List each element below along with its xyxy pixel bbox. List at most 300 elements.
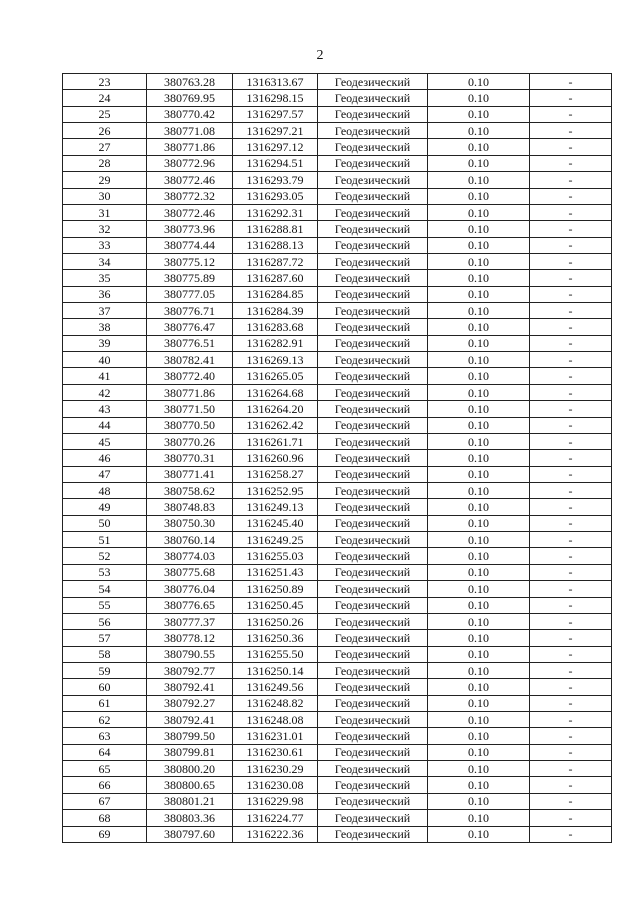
point-number-cell: 39 — [63, 335, 147, 351]
x-coordinate-cell: 380776.71 — [147, 303, 233, 319]
x-coordinate-cell: 380770.42 — [147, 106, 233, 122]
x-coordinate-cell: 380800.65 — [147, 777, 233, 793]
point-number-cell: 48 — [63, 482, 147, 498]
accuracy-cell: 0.10 — [428, 401, 530, 417]
accuracy-cell: 0.10 — [428, 352, 530, 368]
point-number-cell: 54 — [63, 581, 147, 597]
x-coordinate-cell: 380770.26 — [147, 433, 233, 449]
point-number-cell: 24 — [63, 90, 147, 106]
method-cell: Геодезический — [318, 564, 428, 580]
point-number-cell: 52 — [63, 548, 147, 564]
point-number-cell: 28 — [63, 155, 147, 171]
method-cell: Геодезический — [318, 810, 428, 826]
description-cell: - — [530, 384, 612, 400]
description-cell: - — [530, 613, 612, 629]
accuracy-cell: 0.10 — [428, 123, 530, 139]
accuracy-cell: 0.10 — [428, 270, 530, 286]
table-row — [63, 401, 612, 417]
accuracy-cell: 0.10 — [428, 286, 530, 302]
table-row — [63, 433, 612, 449]
x-coordinate-cell: 380772.96 — [147, 155, 233, 171]
y-coordinate-cell: 1316294.51 — [233, 155, 318, 171]
method-cell: Геодезический — [318, 155, 428, 171]
point-number-cell: 46 — [63, 450, 147, 466]
description-cell: - — [530, 744, 612, 760]
method-cell: Геодезический — [318, 662, 428, 678]
y-coordinate-cell: 1316288.81 — [233, 221, 318, 237]
point-number-cell: 33 — [63, 237, 147, 253]
description-cell: - — [530, 139, 612, 155]
y-coordinate-cell: 1316262.42 — [233, 417, 318, 433]
accuracy-cell: 0.10 — [428, 384, 530, 400]
accuracy-cell: 0.10 — [428, 303, 530, 319]
x-coordinate-cell: 380777.37 — [147, 613, 233, 629]
method-cell: Геодезический — [318, 548, 428, 564]
point-number-cell: 69 — [63, 826, 147, 842]
method-cell: Геодезический — [318, 90, 428, 106]
y-coordinate-cell: 1316224.77 — [233, 810, 318, 826]
x-coordinate-cell: 380776.65 — [147, 597, 233, 613]
description-cell: - — [530, 630, 612, 646]
accuracy-cell: 0.10 — [428, 499, 530, 515]
table-row — [63, 597, 612, 613]
y-coordinate-cell: 1316269.13 — [233, 352, 318, 368]
table-row — [63, 548, 612, 564]
y-coordinate-cell: 1316260.96 — [233, 450, 318, 466]
description-cell: - — [530, 662, 612, 678]
description-cell: - — [530, 712, 612, 728]
accuracy-cell: 0.10 — [428, 744, 530, 760]
x-coordinate-cell: 380792.41 — [147, 679, 233, 695]
x-coordinate-cell: 380772.46 — [147, 172, 233, 188]
method-cell: Геодезический — [318, 417, 428, 433]
x-coordinate-cell: 380750.30 — [147, 515, 233, 531]
x-coordinate-cell: 380792.41 — [147, 712, 233, 728]
y-coordinate-cell: 1316298.15 — [233, 90, 318, 106]
description-cell: - — [530, 564, 612, 580]
method-cell: Геодезический — [318, 303, 428, 319]
table-row — [63, 368, 612, 384]
point-number-cell: 58 — [63, 646, 147, 662]
table-row — [63, 286, 612, 302]
x-coordinate-cell: 380771.86 — [147, 384, 233, 400]
table-row — [63, 761, 612, 777]
point-number-cell: 56 — [63, 613, 147, 629]
x-coordinate-cell: 380769.95 — [147, 90, 233, 106]
accuracy-cell: 0.10 — [428, 90, 530, 106]
method-cell: Геодезический — [318, 123, 428, 139]
table-row — [63, 564, 612, 580]
y-coordinate-cell: 1316222.36 — [233, 826, 318, 842]
accuracy-cell: 0.10 — [428, 155, 530, 171]
method-cell: Геодезический — [318, 106, 428, 122]
accuracy-cell: 0.10 — [428, 139, 530, 155]
table-row — [63, 106, 612, 122]
description-cell: - — [530, 450, 612, 466]
point-number-cell: 25 — [63, 106, 147, 122]
method-cell: Геодезический — [318, 482, 428, 498]
point-number-cell: 31 — [63, 204, 147, 220]
y-coordinate-cell: 1316293.05 — [233, 188, 318, 204]
description-cell: - — [530, 172, 612, 188]
table-row — [63, 728, 612, 744]
x-coordinate-cell: 380775.12 — [147, 253, 233, 269]
point-number-cell: 32 — [63, 221, 147, 237]
method-cell: Геодезический — [318, 352, 428, 368]
point-number-cell: 43 — [63, 401, 147, 417]
table-row — [63, 712, 612, 728]
description-cell: - — [530, 106, 612, 122]
y-coordinate-cell: 1316248.82 — [233, 695, 318, 711]
description-cell: - — [530, 433, 612, 449]
accuracy-cell: 0.10 — [428, 581, 530, 597]
table-row — [63, 499, 612, 515]
x-coordinate-cell: 380775.68 — [147, 564, 233, 580]
y-coordinate-cell: 1316230.61 — [233, 744, 318, 760]
description-cell: - — [530, 123, 612, 139]
method-cell: Геодезический — [318, 466, 428, 482]
y-coordinate-cell: 1316288.13 — [233, 237, 318, 253]
accuracy-cell: 0.10 — [428, 548, 530, 564]
x-coordinate-cell: 380770.31 — [147, 450, 233, 466]
table-row — [63, 826, 612, 842]
table-row — [63, 450, 612, 466]
y-coordinate-cell: 1316255.03 — [233, 548, 318, 564]
accuracy-cell: 0.10 — [428, 253, 530, 269]
description-cell: - — [530, 679, 612, 695]
y-coordinate-cell: 1316250.14 — [233, 662, 318, 678]
table-row — [63, 630, 612, 646]
method-cell: Геодезический — [318, 646, 428, 662]
x-coordinate-cell: 380792.27 — [147, 695, 233, 711]
y-coordinate-cell: 1316258.27 — [233, 466, 318, 482]
point-number-cell: 47 — [63, 466, 147, 482]
y-coordinate-cell: 1316250.45 — [233, 597, 318, 613]
description-cell: - — [530, 728, 612, 744]
point-number-cell: 29 — [63, 172, 147, 188]
description-cell: - — [530, 417, 612, 433]
y-coordinate-cell: 1316251.43 — [233, 564, 318, 580]
table-row — [63, 417, 612, 433]
method-cell: Геодезический — [318, 433, 428, 449]
y-coordinate-cell: 1316250.26 — [233, 613, 318, 629]
method-cell: Геодезический — [318, 368, 428, 384]
description-cell: - — [530, 90, 612, 106]
x-coordinate-cell: 380776.04 — [147, 581, 233, 597]
method-cell: Геодезический — [318, 679, 428, 695]
accuracy-cell: 0.10 — [428, 630, 530, 646]
description-cell: - — [530, 548, 612, 564]
table-row — [63, 270, 612, 286]
accuracy-cell: 0.10 — [428, 532, 530, 548]
table-row — [63, 188, 612, 204]
table-row — [63, 793, 612, 809]
description-cell: - — [530, 319, 612, 335]
description-cell: - — [530, 286, 612, 302]
x-coordinate-cell: 380792.77 — [147, 662, 233, 678]
accuracy-cell: 0.10 — [428, 777, 530, 793]
y-coordinate-cell: 1316245.40 — [233, 515, 318, 531]
y-coordinate-cell: 1316297.57 — [233, 106, 318, 122]
description-cell: - — [530, 155, 612, 171]
y-coordinate-cell: 1316282.91 — [233, 335, 318, 351]
x-coordinate-cell: 380771.08 — [147, 123, 233, 139]
description-cell: - — [530, 646, 612, 662]
table-row — [63, 744, 612, 760]
table-row — [63, 515, 612, 531]
method-cell: Геодезический — [318, 319, 428, 335]
x-coordinate-cell: 380760.14 — [147, 532, 233, 548]
x-coordinate-cell: 380775.89 — [147, 270, 233, 286]
x-coordinate-cell: 380774.44 — [147, 237, 233, 253]
point-number-cell: 23 — [63, 74, 147, 90]
point-number-cell: 45 — [63, 433, 147, 449]
x-coordinate-cell: 380748.83 — [147, 499, 233, 515]
method-cell: Геодезический — [318, 712, 428, 728]
point-number-cell: 62 — [63, 712, 147, 728]
point-number-cell: 37 — [63, 303, 147, 319]
x-coordinate-cell: 380771.41 — [147, 466, 233, 482]
point-number-cell: 42 — [63, 384, 147, 400]
accuracy-cell: 0.10 — [428, 695, 530, 711]
point-number-cell: 55 — [63, 597, 147, 613]
table-row — [63, 352, 612, 368]
x-coordinate-cell: 380758.62 — [147, 482, 233, 498]
y-coordinate-cell: 1316229.98 — [233, 793, 318, 809]
x-coordinate-cell: 380774.03 — [147, 548, 233, 564]
table-row — [63, 253, 612, 269]
accuracy-cell: 0.10 — [428, 319, 530, 335]
x-coordinate-cell: 380803.36 — [147, 810, 233, 826]
table-row — [63, 74, 612, 90]
point-number-cell: 61 — [63, 695, 147, 711]
point-number-cell: 35 — [63, 270, 147, 286]
accuracy-cell: 0.10 — [428, 335, 530, 351]
table-row — [63, 679, 612, 695]
method-cell: Геодезический — [318, 826, 428, 842]
method-cell: Геодезический — [318, 335, 428, 351]
table-row — [63, 237, 612, 253]
point-number-cell: 41 — [63, 368, 147, 384]
accuracy-cell: 0.10 — [428, 482, 530, 498]
description-cell: - — [530, 810, 612, 826]
y-coordinate-cell: 1316264.20 — [233, 401, 318, 417]
description-cell: - — [530, 515, 612, 531]
accuracy-cell: 0.10 — [428, 466, 530, 482]
method-cell: Геодезический — [318, 401, 428, 417]
description-cell: - — [530, 581, 612, 597]
x-coordinate-cell: 380801.21 — [147, 793, 233, 809]
y-coordinate-cell: 1316252.95 — [233, 482, 318, 498]
description-cell: - — [530, 221, 612, 237]
y-coordinate-cell: 1316283.68 — [233, 319, 318, 335]
description-cell: - — [530, 466, 612, 482]
method-cell: Геодезический — [318, 728, 428, 744]
table-row — [63, 139, 612, 155]
y-coordinate-cell: 1316249.13 — [233, 499, 318, 515]
description-cell: - — [530, 237, 612, 253]
description-cell: - — [530, 695, 612, 711]
method-cell: Геодезический — [318, 74, 428, 90]
method-cell: Геодезический — [318, 221, 428, 237]
page-number: 2 — [316, 48, 324, 63]
point-number-cell: 30 — [63, 188, 147, 204]
method-cell: Геодезический — [318, 532, 428, 548]
description-cell: - — [530, 303, 612, 319]
point-number-cell: 26 — [63, 123, 147, 139]
description-cell: - — [530, 793, 612, 809]
point-number-cell: 65 — [63, 761, 147, 777]
point-number-cell: 49 — [63, 499, 147, 515]
x-coordinate-cell: 380772.46 — [147, 204, 233, 220]
x-coordinate-cell: 380776.47 — [147, 319, 233, 335]
table-row — [63, 335, 612, 351]
point-number-cell: 27 — [63, 139, 147, 155]
accuracy-cell: 0.10 — [428, 368, 530, 384]
point-number-cell: 44 — [63, 417, 147, 433]
table-row — [63, 303, 612, 319]
description-cell: - — [530, 499, 612, 515]
method-cell: Геодезический — [318, 597, 428, 613]
table-row — [63, 810, 612, 826]
method-cell: Геодезический — [318, 793, 428, 809]
y-coordinate-cell: 1316255.50 — [233, 646, 318, 662]
point-number-cell: 68 — [63, 810, 147, 826]
x-coordinate-cell: 380797.60 — [147, 826, 233, 842]
x-coordinate-cell: 380778.12 — [147, 630, 233, 646]
table-row — [63, 581, 612, 597]
y-coordinate-cell: 1316231.01 — [233, 728, 318, 744]
x-coordinate-cell: 380777.05 — [147, 286, 233, 302]
y-coordinate-cell: 1316248.08 — [233, 712, 318, 728]
table-row — [63, 204, 612, 220]
accuracy-cell: 0.10 — [428, 646, 530, 662]
point-number-cell: 64 — [63, 744, 147, 760]
accuracy-cell: 0.10 — [428, 810, 530, 826]
y-coordinate-cell: 1316265.05 — [233, 368, 318, 384]
x-coordinate-cell: 380799.50 — [147, 728, 233, 744]
method-cell: Геодезический — [318, 172, 428, 188]
method-cell: Геодезический — [318, 777, 428, 793]
x-coordinate-cell: 380799.81 — [147, 744, 233, 760]
description-cell: - — [530, 368, 612, 384]
accuracy-cell: 0.10 — [428, 188, 530, 204]
coordinates-table — [62, 73, 612, 843]
y-coordinate-cell: 1316293.79 — [233, 172, 318, 188]
method-cell: Геодезический — [318, 270, 428, 286]
x-coordinate-cell: 380772.32 — [147, 188, 233, 204]
y-coordinate-cell: 1316261.71 — [233, 433, 318, 449]
table-row — [63, 777, 612, 793]
accuracy-cell: 0.10 — [428, 172, 530, 188]
y-coordinate-cell: 1316297.21 — [233, 123, 318, 139]
y-coordinate-cell: 1316297.12 — [233, 139, 318, 155]
y-coordinate-cell: 1316230.29 — [233, 761, 318, 777]
y-coordinate-cell: 1316230.08 — [233, 777, 318, 793]
accuracy-cell: 0.10 — [428, 204, 530, 220]
point-number-cell: 66 — [63, 777, 147, 793]
description-cell: - — [530, 204, 612, 220]
point-number-cell: 53 — [63, 564, 147, 580]
point-number-cell: 38 — [63, 319, 147, 335]
method-cell: Геодезический — [318, 515, 428, 531]
method-cell: Геодезический — [318, 384, 428, 400]
y-coordinate-cell: 1316249.56 — [233, 679, 318, 695]
method-cell: Геодезический — [318, 744, 428, 760]
description-cell: - — [530, 188, 612, 204]
table-row — [63, 172, 612, 188]
method-cell: Геодезический — [318, 253, 428, 269]
y-coordinate-cell: 1316250.36 — [233, 630, 318, 646]
table-row — [63, 646, 612, 662]
description-cell: - — [530, 761, 612, 777]
accuracy-cell: 0.10 — [428, 417, 530, 433]
accuracy-cell: 0.10 — [428, 74, 530, 90]
accuracy-cell: 0.10 — [428, 106, 530, 122]
point-number-cell: 36 — [63, 286, 147, 302]
y-coordinate-cell: 1316313.67 — [233, 74, 318, 90]
method-cell: Геодезический — [318, 630, 428, 646]
description-cell: - — [530, 352, 612, 368]
accuracy-cell: 0.10 — [428, 728, 530, 744]
accuracy-cell: 0.10 — [428, 793, 530, 809]
table-row — [63, 123, 612, 139]
table-row — [63, 384, 612, 400]
accuracy-cell: 0.10 — [428, 662, 530, 678]
point-number-cell: 57 — [63, 630, 147, 646]
method-cell: Геодезический — [318, 139, 428, 155]
table-row — [63, 695, 612, 711]
description-cell: - — [530, 777, 612, 793]
y-coordinate-cell: 1316264.68 — [233, 384, 318, 400]
description-cell: - — [530, 532, 612, 548]
x-coordinate-cell: 380790.55 — [147, 646, 233, 662]
point-number-cell: 51 — [63, 532, 147, 548]
accuracy-cell: 0.10 — [428, 221, 530, 237]
point-number-cell: 60 — [63, 679, 147, 695]
point-number-cell: 50 — [63, 515, 147, 531]
table-row — [63, 662, 612, 678]
method-cell: Геодезический — [318, 237, 428, 253]
x-coordinate-cell: 380763.28 — [147, 74, 233, 90]
method-cell: Геодезический — [318, 581, 428, 597]
accuracy-cell: 0.10 — [428, 597, 530, 613]
description-cell: - — [530, 74, 612, 90]
y-coordinate-cell: 1316249.25 — [233, 532, 318, 548]
description-cell: - — [530, 826, 612, 842]
y-coordinate-cell: 1316284.85 — [233, 286, 318, 302]
description-cell: - — [530, 401, 612, 417]
method-cell: Геодезический — [318, 204, 428, 220]
y-coordinate-cell: 1316250.89 — [233, 581, 318, 597]
accuracy-cell: 0.10 — [428, 613, 530, 629]
x-coordinate-cell: 380776.51 — [147, 335, 233, 351]
x-coordinate-cell: 380782.41 — [147, 352, 233, 368]
coordinates-table-body — [63, 74, 612, 843]
point-number-cell: 63 — [63, 728, 147, 744]
table-row — [63, 90, 612, 106]
method-cell: Геодезический — [318, 188, 428, 204]
point-number-cell: 67 — [63, 793, 147, 809]
y-coordinate-cell: 1316287.60 — [233, 270, 318, 286]
x-coordinate-cell: 380800.20 — [147, 761, 233, 777]
method-cell: Геодезический — [318, 450, 428, 466]
accuracy-cell: 0.10 — [428, 712, 530, 728]
accuracy-cell: 0.10 — [428, 237, 530, 253]
y-coordinate-cell: 1316287.72 — [233, 253, 318, 269]
accuracy-cell: 0.10 — [428, 761, 530, 777]
table-row — [63, 613, 612, 629]
